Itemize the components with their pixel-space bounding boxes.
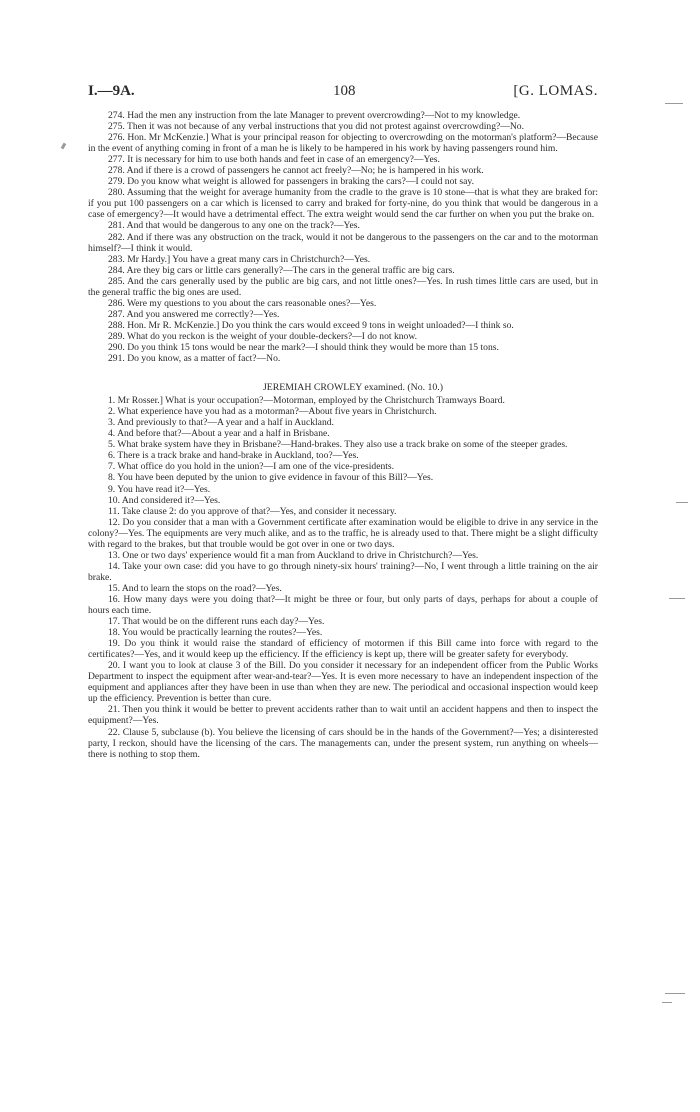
margin-mark xyxy=(61,143,67,150)
qa-paragraph: 279. Do you know what weight is allowed for passengers in braking the cars?—I could not say. xyxy=(108,176,474,188)
qa-paragraph: 285. And the cars generally used by the public are big cars, and not little ones?—Yes. In rush times little cars are used, but in the general traffic the big ones are used. xyxy=(88,275,598,298)
qa-paragraph: 20. I want you to look at clause 3 of the Bill. Do you consider it necessary for an independent officer from the Public Works Department to inspect the equipment after wear-and-tear?—Yes. It is even more necessary to have an independent inspection of the equipment and appliances after they have been in use than when they are new. The periodical and occasional inspection would keep up the efficiency. Prevention is better than cure. xyxy=(88,660,598,705)
qa-paragraph: 11. Take clause 2: do you approve of that?—Yes, and consider it necessary. xyxy=(108,505,397,517)
page-header xyxy=(88,83,598,103)
section-title: JEREMIAH CROWLEY examined. (No. 10.) xyxy=(262,382,444,394)
margin-mark xyxy=(665,103,683,104)
qa-paragraph: 276. Hon. Mr McKenzie.] What is your principal reason for objecting to overcrowding on the motorman's platform?—Because in the event of anything coming in front of a man he is likely to be hampered in his work by having passengers round him. xyxy=(88,132,598,155)
qa-paragraph: 17. That would be on the different runs each day?—Yes. xyxy=(108,616,325,628)
qa-paragraph: 284. Are they big cars or little cars generally?—The cars in the general traffic are big cars. xyxy=(108,264,455,276)
qa-paragraph: 4. And before that?—About a year and a half in Brisbane. xyxy=(108,428,330,440)
qa-paragraph: 19. Do you think it would raise the standard of efficiency of motormen if this Bill came into force with regard to the certificates?—Yes, and it would keep up the efficiency. If the efficiency is kept up, there will be greater safety for everybody. xyxy=(88,638,598,661)
qa-paragraph: 16. How many days were you doing that?—It might be three or four, but only parts of days, perhaps for about a couple of hours each time. xyxy=(88,593,598,617)
qa-paragraph: 277. It is necessary for him to use both hands and feet in case of an emergency?—Yes. xyxy=(108,154,440,166)
qa-paragraph: 18. You would be practically learning the routes?—Yes. xyxy=(108,627,323,639)
qa-paragraph: 278. And if there is a crowd of passengers he cannot act freely?—No; he is hampered in his work. xyxy=(108,165,484,177)
qa-paragraph: 2. What experience have you had as a motorman?—About five years in Christchurch. xyxy=(108,406,437,418)
qa-paragraph: 291. Do you know, as a matter of fact?—No. xyxy=(108,353,281,365)
margin-mark xyxy=(662,1002,672,1003)
qa-paragraph: 289. What do you reckon is the weight of your double-deckers?—I do not know. xyxy=(108,330,418,342)
qa-paragraph: 275. Then it was not because of any verbal instructions that you did not protest against overcrowding?—No. xyxy=(108,121,524,133)
qa-paragraph: 5. What brake system have they in Brisbane?—Hand-brakes. They also use a track brake on some of the steeper grades. xyxy=(108,439,568,451)
qa-paragraph: 286. Were my questions to you about the cars reasonable ones?—Yes. xyxy=(108,297,377,309)
qa-paragraph: 7. What office do you hold in the union?—I am one of the vice-presidents. xyxy=(108,461,395,473)
qa-paragraph: 288. Hon. Mr R. McKenzie.] Do you think the cars would exceed 9 tons in weight unloaded?—I think so. xyxy=(108,319,514,331)
qa-paragraph: 280. Assuming that the weight for average humanity from the cradle to the grave is 10 stone—that is what they are braked for: if you put 100 passengers on a car which is licensed to carry and braked for forty-nine, do you think that would be dangerous in a case of emergency?—It would have a detrimental effect. The extra weight would send the car further on when you put the brake on. xyxy=(88,187,598,221)
document-body xyxy=(88,110,598,760)
qa-paragraph: 3. And previously to that?—A year and a half in Auckland. xyxy=(108,417,334,429)
qa-paragraph: 8. You have been deputed by the union to give evidence in favour of this Bill?—Yes. xyxy=(108,472,434,484)
qa-paragraph: 13. One or two days' experience would fit a man from Auckland to drive in Christchurch?—Yes. xyxy=(108,549,479,561)
evidence-section-crowley xyxy=(88,395,598,760)
margin-mark xyxy=(669,598,685,599)
qa-paragraph: 14. Take your own case: did you have to go through ninety-six hours' training?—No, I went through a little training on the air brake. xyxy=(88,560,598,583)
qa-paragraph: 15. And to learn the stops on the road?—Yes. xyxy=(108,582,282,594)
qa-paragraph: 22. Clause 5, subclause (b). You believe the licensing of cars should be in the hands of the Government?—Yes; a disinterested party, I reckon, should have the licensing of the cars. The managements can, under the present system, run anything on wheels—there is nothing to stop them. xyxy=(88,726,598,760)
qa-paragraph: 1. Mr Rosser.] What is your occupation?—Motorman, employed by the Christchurch Tramways Board. xyxy=(108,395,505,407)
margin-mark xyxy=(676,502,688,503)
qa-paragraph: 287. And you answered me correctly?—Yes. xyxy=(108,308,280,320)
page-number: 108 xyxy=(333,83,356,99)
qa-paragraph: 290. Do you think 15 tons would be near the mark?—I should think they would be more than 15 tons. xyxy=(108,341,499,353)
qa-paragraph: 283. Mr Hardy.] You have a great many cars in Christchurch?—Yes. xyxy=(108,253,371,265)
margin-mark xyxy=(665,993,685,994)
qa-paragraph: 274. Had the men any instruction from the late Manager to prevent overcrowding?—Not to my knowledge. xyxy=(108,110,521,121)
qa-paragraph: 21. Then you think it would be better to prevent accidents rather than to wait until an accident happens and then to inspect the equipment?—Yes. xyxy=(88,704,598,727)
witness-name-header: [G. LOMAS. xyxy=(513,83,598,99)
qa-paragraph: 10. And considered it?—Yes. xyxy=(108,494,221,506)
qa-paragraph: 12. Do you consider that a man with a Government certificate after examination would be eligible to drive in any service in the colony?—Yes. The equipments are very much alike, and as to the traffic, he is already used to that. There might be a slight difficulty with regard to the brakes, but that trouble would be got over in one or two days. xyxy=(88,516,598,550)
qa-paragraph: 9. You have read it?—Yes. xyxy=(108,483,211,495)
paper-reference: I.—9A. xyxy=(88,83,135,99)
evidence-section-lomas xyxy=(88,110,598,364)
qa-paragraph: 281. And that would be dangerous to any one on the track?—Yes. xyxy=(108,220,360,232)
qa-paragraph: 6. There is a track brake and hand-brake in Auckland, too?—Yes. xyxy=(108,450,359,462)
qa-paragraph: 282. And if there was any obstruction on the track, would it not be dangerous to the passengers on the car and to the motorman himself?—I think it would. xyxy=(88,231,598,254)
